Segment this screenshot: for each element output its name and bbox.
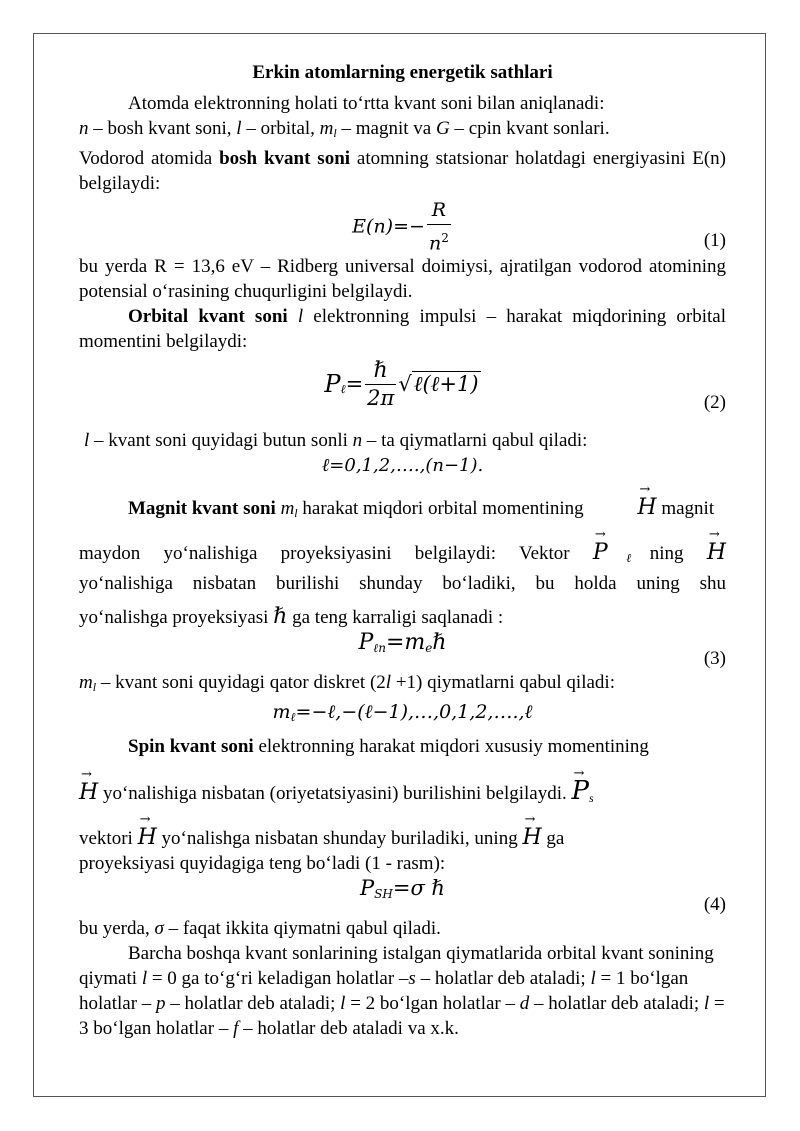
orbital-paragraph: Orbital kvant soni l elektronning impulsi – harakat miqdorining orbital momentini belgilaydi: [79,306,726,352]
spin-line-4: proyeksiyasi quyidagiga teng bo‘ladi (1 - rasm): [79,853,446,874]
equation-number: (1) [703,230,726,251]
vector-p-symbol: → P [593,540,608,565]
vector-h-symbol: → H [588,495,656,520]
equation-number: (2) [703,392,726,413]
equation-4: $P_{SH}=\sigma$ ℏ (4) [360,876,726,915]
page-title: Erkin atomlarning energetik sathlari [252,62,553,83]
state-names-paragraph: Barcha boshqa kvant sonlarining istalgan qiymatlarida orbital kvant sonining qiymati l = 0 ga to‘g‘ri keladigan holatlar –s – holatlar deb ataladi; l = 1 bo‘lgan holatlar – p – holatlar deb ataladi; l = 2 bo‘lgan holatlar – d – holatlar deb ataladi; l = 3 bo‘lgan holatlar – f – holatlar deb ataladi va x.k. [79,943,725,1039]
m-values: $m_\ell=-\ell,-(\ell-1),\dots,0,1,2,\dots.,\ell$ [272,701,533,724]
m-values-paragraph: $m_l$ – kvant soni quyidagi qator diskret (2l +1) qiymatlarni qabul qiladi: [79,672,615,694]
equation-number: (3) [703,648,726,669]
spin-paragraph: Spin kvant soni elektronning harakat miqdori xususiy momentining [128,736,649,757]
vector-h-symbol: → H [79,780,98,805]
l-values: ℓ=0,1,2,….,(n−1). [321,455,484,476]
vector-h-symbol: → H [138,825,157,850]
sigma-paragraph: bu yerda, σ – faqat ikkita qiymatni qabul qiladi. [79,918,441,939]
equation-2: $P_\ell=$ $\frac{\text{ℏ}}{2\pi}$ √ℓ(ℓ+1) (2) [324,358,726,413]
spin-line-3: vektori → H yo‘nalishga nisbatan shunday buriladiki, uning → H ga [79,825,726,851]
equation-3: $P_{\ell n}=m_e\hbar$ (3) [358,630,726,669]
intro-line: Atomda elektronning holati to‘rtta kvant soni bilan aniqlanadi: [128,93,605,114]
quantum-numbers-list: n – bosh kvant soni, l – orbital, $m_l$ – magnit va G – cpin kvant sonlari. [79,118,610,140]
vector-h-symbol: → H [707,540,726,565]
l-values-paragraph: l – kvant soni quyidagi butun sonli n – ta qiymatlarni qabul qiladi: [84,430,588,451]
document-body [79,60,726,1041]
equation-number: (4) [703,894,726,915]
spin-line-2: → H yo‘nalishiga nisbatan (oriyetatsiyasini) burilishini belgilaydi. → $P_s$ [79,779,726,811]
equation-1: E(n)=− $\frac{R}{n^2}$ (1) [352,199,726,255]
magnetic-line-3: yo‘nalishiga nisbatan burilishi shunday bo‘ladiki, bu holda uning shu [79,573,726,594]
principal-paragraph: Vodorod atomida bosh kvant soni atomning statsionar holatdagi energiyasini E(n) belgilaydi: [79,148,726,194]
rydberg-paragraph: bu yerda R = 13,6 eV – Ridberg universal doimiysi, ajratilgan vodorod atomining potensial o‘rasining chuqurligini belgilaydi. [79,256,726,302]
vector-h-symbol: → H [522,825,541,850]
magnetic-line-4: yo‘nalishga proyeksiyasi ℏ ga teng karraligi saqlanadi : [79,604,504,629]
magnetic-line-2: maydon yo‘nalishiga proyeksiyasini belgilaydi: Vektor → $P_\ell ning \to H$ [79,540,726,571]
magnetic-paragraph: Magnit kvant soni $m_l$ harakat miqdori orbital momentining → H magnit [79,495,726,526]
vector-p-symbol: → P [572,779,590,804]
